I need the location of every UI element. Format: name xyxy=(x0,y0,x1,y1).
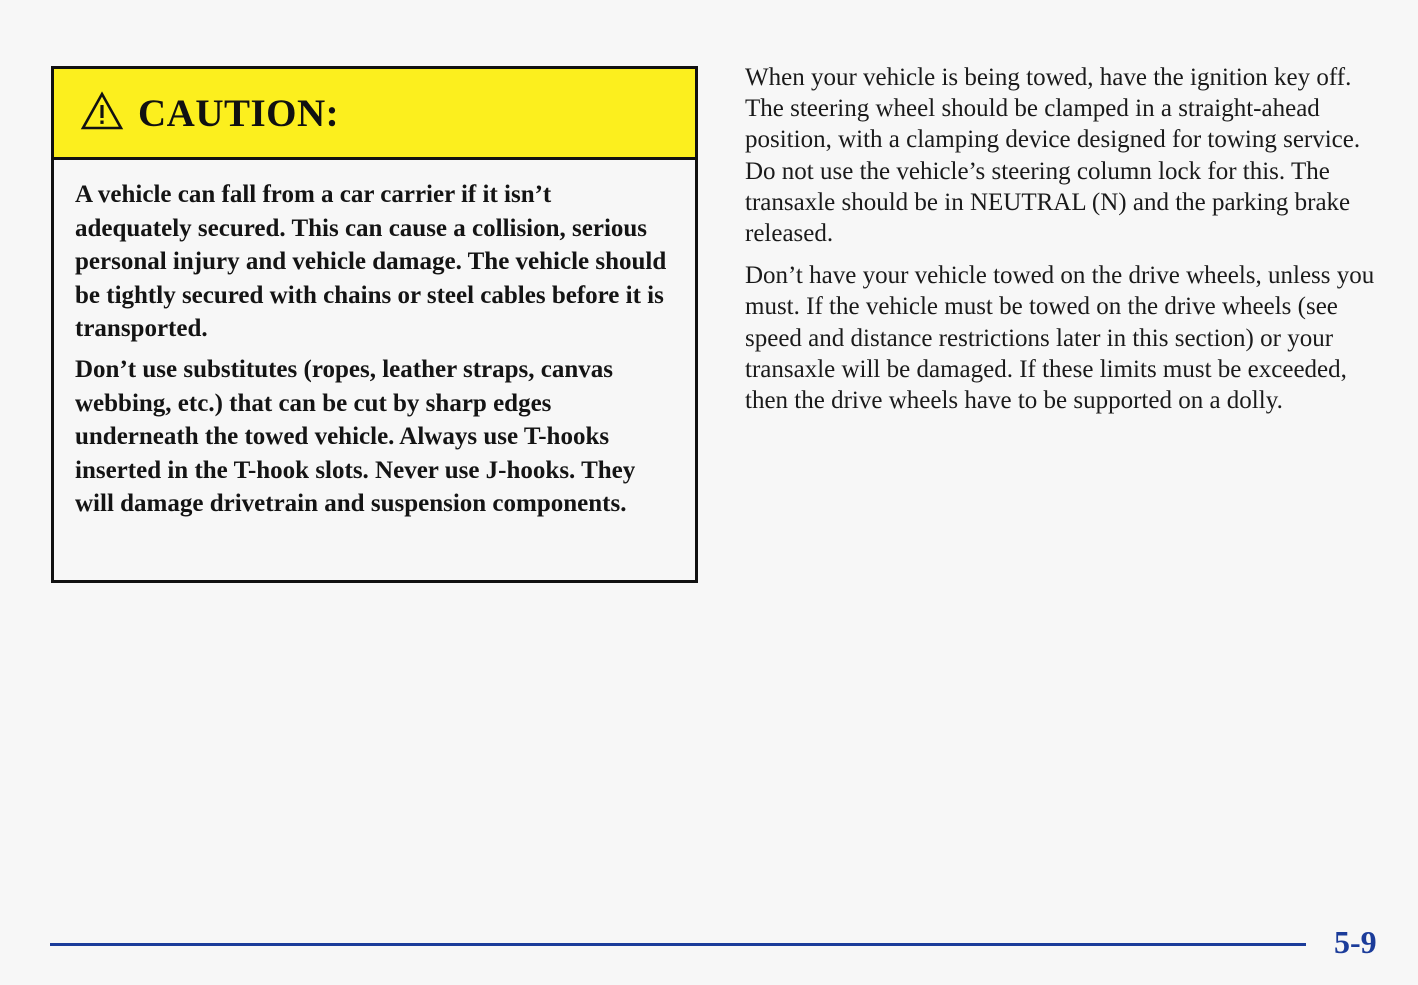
caution-header xyxy=(54,69,695,160)
body-text-column xyxy=(745,62,1390,427)
warning-triangle-icon xyxy=(80,91,124,131)
page-number: 5-9 xyxy=(1334,924,1377,960)
footer-rule xyxy=(50,943,1306,946)
body-paragraph: When your vehicle is being towed, have the ignition key off. The steering wheel should be clamped in a straight-ahead position, with a clamping device designed for towing service. Do not use the vehicle’s steering column lock for this. The transaxle should be in NEUTRAL (N) and the parking brake released. xyxy=(745,64,1361,248)
caution-paragraph: Don’t use substitutes (ropes, leather straps, canvas webbing, etc.) that can be cut by sharp edges underneath the towed vehicle. Always use T-hooks inserted in the T-hook slots. Never use J-hooks. They will damage drivetrain and suspension components. xyxy=(75,355,636,518)
caution-body xyxy=(54,160,695,521)
body-paragraph: Don’t have your vehicle towed on the drive wheels, unless you must. If the vehicle must be towed on the drive wheels (see speed and distance restrictions later in this section) or your transaxle will be damaged. If these limits must be exceeded, then the drive wheels have to be supported on a dolly. xyxy=(745,262,1375,415)
caution-paragraph: A vehicle can fall from a car carrier if it isn’t adequately secured. This can cause a collision, serious personal injury and vehicle damage. The vehicle should be tightly secured with chains or steel cables before it is transported. xyxy=(75,181,667,343)
caution-title: CAUTION: xyxy=(138,91,340,135)
caution-box xyxy=(51,66,698,583)
